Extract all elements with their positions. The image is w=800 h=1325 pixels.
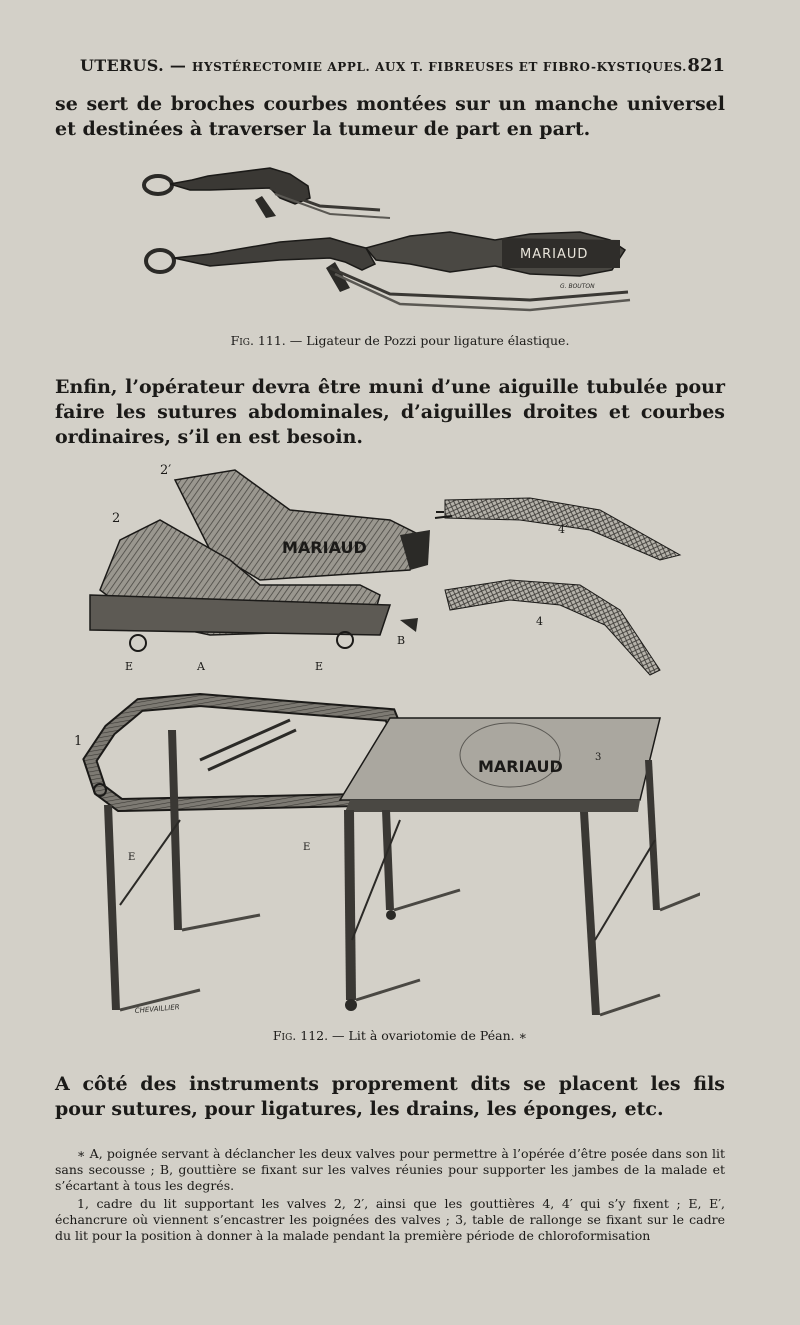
paragraph-fils: A côté des instruments proprement dits se placent les fils pour sutures, pour ligatures, les drains, les éponges, etc. [55, 1073, 725, 1120]
figure-111-caption: Fig. 111. — Ligateur de Pozzi pour ligature élastique. [230, 333, 570, 348]
label-E-right: E [315, 660, 324, 673]
handle-brand: MARIAUD [520, 247, 589, 262]
paragraph-aiguilles: Enfin, l’opérateur devra être muni d’une aiguille tubulée pour faire les sutures abdominales, d’aiguilles droites et courbes ordinaires, s’il en est besoin. [55, 376, 725, 448]
paragraph-broches: se sert de broches courbes montées sur un manche universel et destinées à traverser la tumeur de part en part. [55, 93, 725, 140]
ligateur-large [146, 232, 630, 310]
footnote-legend-a-b: ∗ A, poignée servant à déclancher les deux valves pour permettre à l’opérée d’être posée dans son lit sans secousse ; B, gouttière se fixant sur les valves réunies pour supporter les jambes de la malade et s’écartant à tous les degrés. [55, 1146, 725, 1193]
valves-brand: MARIAUD [282, 538, 367, 557]
figure-112-lit-ovariotomie-illustration [60, 460, 700, 1020]
label-E-left: E [125, 660, 134, 673]
label-2: 2 [112, 511, 121, 526]
valves-assembly [90, 470, 430, 651]
engraver-signature-fig111: G. BOUTON [560, 283, 595, 290]
label-2-prime: 2′ [160, 463, 172, 478]
engraver-signature-fig112: CHEVAILLIER [134, 1003, 180, 1015]
table-assembly [90, 700, 700, 1015]
page-number: 821 [687, 55, 725, 76]
ligateur-small [144, 168, 390, 218]
label-4: 4 [536, 615, 543, 628]
label-E-bottom-right: E [303, 842, 311, 853]
table-brand: MARIAUD [478, 757, 563, 776]
running-title: UTERUS. — HYSTÉRECTOMIE APPL. AUX T. FIBREUSES ET FIBRO-KYSTIQUES. [80, 56, 687, 75]
running-header [80, 55, 725, 81]
label-4-prime: 4′ [558, 523, 568, 536]
label-B: B [397, 634, 406, 647]
label-A: A [197, 660, 205, 673]
footnote-legend-numbers: 1, cadre du lit supportant les valves 2, 2′, ainsi que les gouttières 4, 4′ qui s’y fixent ; E, E′, échancrure où viennent s’encastrer les poignées des valves ; 3, table de rallonge se fixant sur le cadre du lit pour la position à donner à la malade pendant la première période de chloroformisation [55, 1196, 725, 1243]
figure-111-ligateur-illustration [130, 158, 640, 328]
running-subtitle: HYSTÉRECTOMIE APPL. AUX T. FIBREUSES ET FIBRO-KYSTIQUES. [192, 60, 687, 74]
figure-112-caption: Fig. 112. — Lit à ovariotomie de Péan. ∗ [272, 1028, 528, 1043]
gouttieres [400, 498, 680, 675]
label-3: 3 [595, 752, 602, 763]
label-E-bottom: E [128, 852, 136, 863]
label-1: 1 [74, 734, 83, 749]
